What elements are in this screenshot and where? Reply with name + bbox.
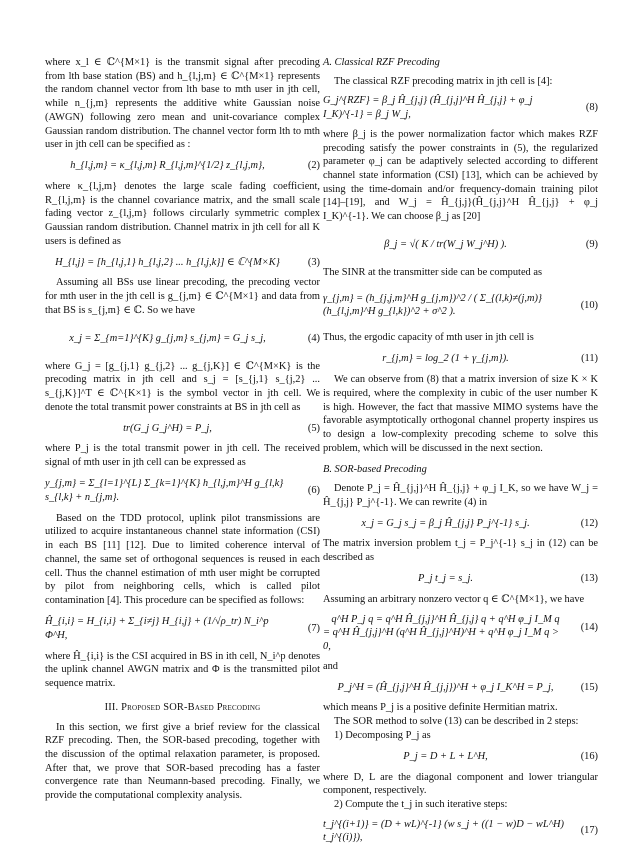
equation-7 <box>45 614 320 644</box>
paragraph: where Ĥ_{i,i} is the CSI acquired in BS in ith cell, N_i^p denotes the uplink channel AWGN matrix and Φ is the transmitted pilot sequence matrix. <box>45 650 320 690</box>
equation-10 <box>323 285 598 325</box>
equation-3 <box>45 254 320 270</box>
equation-9 <box>323 230 598 260</box>
paragraph: The matrix inversion problem t_j = P_j^{-1} s_j in (12) can be described as <box>323 538 598 564</box>
equation-body-line-2: = q^H Ĥ_{j,j}^H (q^H Ĥ_{j,j}^H)^H + q^H φ_j I_M q > 0, <box>323 627 559 652</box>
paragraph: 1) Decomposing P_j as <box>334 729 431 741</box>
paragraph: and <box>323 660 339 672</box>
paragraph: Assuming all BSs use linear precoding, the precoding vector for mth user in the jth cell is g_{j,m} ∈ ℂ^{M×1} and data from that BS is s_{j,m} ∈ ℂ. So we have <box>45 277 320 316</box>
paragraph: which means P_j is a positive definite Hermitian matrix. <box>323 702 558 714</box>
equation-14 <box>323 613 598 654</box>
equation-11 <box>323 351 598 367</box>
equation-body: P_j t_j = s_j. <box>418 573 473 585</box>
equation-number: (15) <box>580 681 598 693</box>
equation-body: x_j = Σ_{m=1}^{K} g_{j,m} s_{j,m} = G_j s_j, <box>69 332 266 344</box>
equation-number: (10) <box>580 299 598 311</box>
section-heading: III. Proposed SOR-Based Precoding <box>104 701 261 713</box>
equation-body: G_j^{RZF} = β_j Ĥ_{j,j} (Ĥ_{j,j}^H Ĥ_{j,j} + φ_j I_K)^{-1} = β_j W_j, <box>323 95 533 121</box>
equation-number: (2) <box>307 160 320 172</box>
paragraph: The classical RZF precoding matrix in jth cell is [4]: <box>334 75 553 87</box>
equation-number: (7) <box>307 622 320 634</box>
equation-body: h_{l,j,m} = κ_{l,j,m} R_{l,j,m}^{1/2} z_{l,j,m}, <box>70 160 265 172</box>
equation-number: (14) <box>580 621 598 633</box>
equation-body: P_j = D + L + L^H, <box>403 750 488 762</box>
left-column <box>45 56 320 803</box>
paragraph: where P_j is the total transmit power in jth cell. The received signal of mth user in jth cell can be expressed as <box>45 443 320 469</box>
equation-12 <box>323 515 598 531</box>
equation-body: r_{j,m} = log_2 (1 + γ_{j,m}). <box>382 353 509 365</box>
equation-number: (12) <box>580 517 598 529</box>
equation-body: x_j = G_j s_j = β_j Ĥ_{j,j} P_j^{-1} s_j. <box>361 517 530 529</box>
equation-16 <box>323 749 598 765</box>
paragraph: 2) Compute the t_j in such iterative steps: <box>334 798 508 810</box>
paragraph: where D, L are the diagonal component and lower triangular component, respectively. <box>323 771 598 797</box>
right-column <box>323 56 598 851</box>
equation-17 <box>323 818 598 845</box>
equation-number: (17) <box>580 825 598 837</box>
equation-number: (5) <box>307 422 320 434</box>
equation-13 <box>323 571 598 587</box>
paragraph: Assuming an arbitrary nonzero vector q ∈ ℂ^{M×1}, we have <box>323 593 585 605</box>
subsection-heading: B. SOR-based Precoding <box>323 464 427 476</box>
equation-body: H_{l,j} = [h_{l,j,1} h_{l,j,2} ... h_{l,j,k}] ∈ ℂ^{M×K} <box>55 256 280 268</box>
paragraph: where κ_{l,j,m} denotes the large scale fading coefficient, R_{l,j,m} is the channel covariance matrix, and the small scale fading vector z_{l,j,m} follows circularly symmetric complex Gaussian random distribution. Channel matrix in jth cell for all K users is defined as <box>45 180 320 247</box>
paragraph: The SOR method to solve (13) can be described in 2 steps: <box>334 716 579 728</box>
equation-number: (13) <box>580 573 598 585</box>
paragraph: In this section, we first give a brief review for the classical RZF precoding. Then, the SOR-based precoding, together with the discussion of the optimal relaxation parameter, is proposed. After that, we prove that SOR-based precoding has a faster convergence rate than Neumann-based precoding. Finally, we provide the computational complexity analysis. <box>45 721 320 802</box>
paragraph: The SINR at the transmitter side can be computed as <box>323 266 543 278</box>
equation-6 <box>45 476 320 506</box>
paragraph: where G_j = [g_{j,1} g_{j,2} ... g_{j,K}] ∈ ℂ^{M×K} is the precoding matrix in jth cell and s_j = [s_{j,1} s_{j,2} ... s_{j,K}]^T ∈ ℂ^{K×1} is the symbol vector in jth cell. We denote the total transmit power constraints at BS in jth cell as <box>45 360 320 413</box>
equation-8 <box>323 94 598 121</box>
equation-2 <box>45 158 320 174</box>
equation-15 <box>323 679 598 695</box>
paragraph: Denote P_j = Ĥ_{j,j}^H Ĥ_{j,j} + φ_j I_K, so we have W_j = Ĥ_{j,j} P_j^{-1}. We can rewrite (4) in <box>323 483 598 508</box>
equation-body: t_j^{(i+1)} = (D + wL)^{-1} (w s_j + ((1 − w)D − wL^H) t_j^{(i)}), <box>323 818 564 844</box>
equation-body: β_j = √( K / tr(W_j W_j^H) ). <box>384 238 507 250</box>
paragraph: where x_l ∈ ℂ^{M×1} is the transmit signal after precoding from lth base station (BS) and h_{l,j,m} ∈ ℂ^{M×1} represents the random channel vector from lth base to mth user in jth cell, while n_{j,m} represents the additive white Gaussian noise (AWGN) following zero mean and unit-covariance complex Gaussian random distribution. The channel vector form lth to mth user in jth cell can be specified as : <box>45 57 320 151</box>
paragraph: Thus, the ergodic capacity of mth user in jth cell is <box>323 332 534 344</box>
equation-5 <box>45 420 320 436</box>
paragraph: Based on the TDD protocol, uplink pilot transmissions are utilized to acquire instantaneous channel state information (CSI) in each BS [11] [12]. Due to limited coherence interval of channel, the same set of orthogonal sequences is reused in each cell. Thus the channel estimation of mth user might be corrupted by pilot from neighboring cells, which is called pilot contamination [4]. This procedure can be specified as follows: <box>45 512 320 606</box>
equation-number: (9) <box>585 238 598 250</box>
equation-body: P_j^H = (Ĥ_{j,j}^H Ĥ_{j,j})^H + φ_j I_K^H = P_j, <box>337 681 554 693</box>
subsection-heading: A. Classical RZF Precoding <box>323 57 440 68</box>
equation-number: (11) <box>581 353 598 365</box>
equation-body: y_{j,m} = Σ_{l=1}^{L} Σ_{k=1}^{K} h_{l,j,m}^H g_{l,k} s_{l,k} + n_{j,m}. <box>45 478 284 503</box>
paragraph: We can observe from (8) that a matrix inversion of size K × K is required, where the complexity in cubic of the user number K is high. However, the fact that massive MIMO systems have the favorable asymptotically orthogonal channel property inspires us to design a low-complexity precoding scheme to solve this problem, which will be discussed in the next section. <box>323 374 598 454</box>
equation-body: tr(G_j G_j^H) = P_j, <box>123 422 212 434</box>
equation-number: (8) <box>585 102 598 114</box>
equation-number: (4) <box>307 332 320 344</box>
equation-number: (3) <box>307 256 320 268</box>
equation-number: (6) <box>307 484 320 496</box>
equation-body: Ĥ_{i,i} = H_{i,i} + Σ_{i≠j} H_{i,j} + (1/√ρ_tr) N_i^p Φ^H, <box>45 615 269 641</box>
equation-body-line-1: q^H P_j q = q^H Ĥ_{j,j}^H Ĥ_{j,j} q + q^H φ_j I_M q <box>331 613 560 625</box>
equation-number: (16) <box>580 750 598 762</box>
equation-body: γ_{j,m} = (h_{j,j,m}^H g_{j,m})^2 / ( Σ_{(l,k)≠(j,m)} (h_{l,j,m}^H g_{l,k})^2 + σ^2 ). <box>323 292 543 318</box>
paragraph: where β_j is the power normalization factor which makes RZF precoding satisfy the power constraints in (5), the regularized parameter φ_j can be adaptively selected according to different channel state information (CSI) [13], which can be achieved by using the time-domain and/or frequency-domain training pilot [14]–[19], and W_j = Ĥ_{j,j}(Ĥ_{j,j}^H Ĥ_{j,j} + φ_j I_K)^{-1}. We can choose β_j as [20] <box>323 128 598 223</box>
equation-4 <box>45 324 320 354</box>
